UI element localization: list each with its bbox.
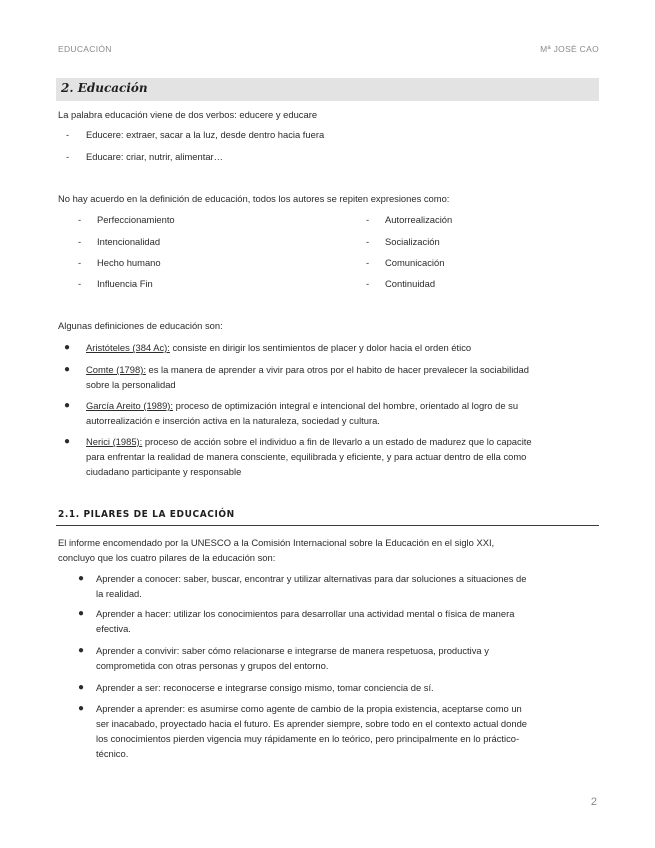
list-item: Autorrealización — [385, 214, 453, 225]
subsection-rule — [56, 525, 599, 526]
pillar-item-cont: efectiva. — [96, 623, 131, 634]
pillars-intro: concluyo que los cuatro pilares de la educación son: — [58, 552, 276, 563]
definition-author: García Areito (1989): — [86, 400, 174, 411]
running-header-right: Mª JOSÉ CAO — [540, 44, 599, 54]
definitions-heading: Algunas definiciones de educación son: — [58, 320, 223, 331]
bullet-marker: ● — [78, 703, 85, 714]
dash-marker: - — [78, 236, 82, 247]
subsection-title: 2.1. PILARES DE LA EDUCACIÓN — [58, 509, 235, 520]
section-title: 2. Educación — [61, 81, 148, 95]
list-item: Socialización — [385, 236, 440, 247]
pillar-item: Aprender a ser: reconocerse e integrarse consigo mismo, tomar conciencia de sí. — [96, 682, 434, 693]
list-item: Comunicación — [385, 257, 445, 268]
pillar-item: Aprender a hacer: utilizar los conocimientos para desarrollar una actividad mental o física de manera — [96, 608, 515, 619]
page-number: 2 — [590, 796, 597, 808]
bullet-marker: ● — [78, 682, 85, 693]
list-item: Influencia Fin — [97, 278, 153, 289]
dash-marker: - — [366, 214, 370, 225]
list-item: Hecho humano — [97, 257, 161, 268]
definition-text: proceso de acción sobre el individuo a fin de llevarlo a un estado de madurez que lo capacite — [142, 436, 532, 447]
definition-text: es la manera de aprender a vivir para otros por el habito de hacer prevalecer la sociabilidad — [145, 364, 529, 375]
definition-text-cont: ciudadano participante y responsable — [86, 466, 242, 477]
definition-item — [86, 362, 529, 377]
definition-text: consiste en dirigir los sentimientos de placer y dolor hacia el orden ético — [169, 342, 472, 353]
dash-marker: - — [66, 151, 70, 162]
definition-item — [86, 340, 471, 355]
intro-text: La palabra educación viene de dos verbos: educere y educare — [58, 109, 318, 120]
dash-marker: - — [366, 257, 370, 268]
dash-marker: - — [366, 278, 370, 289]
running-header-left: EDUCACIÓN — [58, 44, 112, 54]
section-title-bar — [56, 78, 599, 101]
definition-text-cont: para enfrentar la realidad de manera consciente, equilibrada y eficiente, y para actuar dentro de ella como — [86, 451, 527, 462]
pillar-item-cont: los conocimientos pierden vigencia muy rápidamente en lo teórico, pero principalmente en lo práctico- — [96, 733, 520, 744]
list-item: Educare: criar, nutrir, alimentar… — [86, 151, 224, 162]
list-item: Educere: extraer, sacar a la luz, desde dentro hacia fuera — [86, 129, 325, 140]
definition-author: Comte (1798): — [86, 364, 146, 375]
definition-author: Nerici (1985): — [86, 436, 143, 447]
bullet-marker: ● — [78, 645, 85, 656]
dash-marker: - — [78, 278, 82, 289]
pillar-item-cont: comprometida con otras personas y grupos del entorno. — [96, 660, 329, 671]
list-item: Continuidad — [385, 278, 436, 289]
definition-text-cont: sobre la personalidad — [86, 379, 176, 390]
pillar-item-cont: técnico. — [96, 748, 129, 759]
list-item: Intencionalidad — [97, 236, 161, 247]
definition-item — [86, 434, 532, 449]
definition-text-cont: autorrealización e inserción activa en la naturaleza, sociedad y cultura. — [86, 415, 380, 426]
pillar-item: Aprender a conocer: saber, buscar, encontrar y utilizar alternativas para dar soluciones a situaciones de — [96, 573, 527, 584]
dash-marker: - — [366, 236, 370, 247]
pillar-item: Aprender a convivir: saber cómo relacionarse e integrarse de manera respetuosa, productiva y — [96, 645, 489, 656]
dash-marker: - — [78, 214, 82, 225]
bullet-marker: ● — [64, 436, 71, 447]
dash-marker: - — [66, 129, 70, 140]
dash-marker: - — [78, 257, 82, 268]
definition-item — [86, 398, 518, 413]
pillars-intro: El informe encomendado por la UNESCO a la Comisión Internacional sobre la Educación en el siglo XXI, — [58, 537, 495, 548]
bullet-marker: ● — [78, 573, 85, 584]
bullet-marker: ● — [64, 400, 71, 411]
pillar-item: Aprender a aprender: es asumirse como agente de cambio de la propia existencia, aceptarse como un — [96, 703, 522, 714]
definition-author: Aristóteles (384 Ac): — [86, 342, 170, 353]
bullet-marker: ● — [64, 364, 71, 375]
bullet-marker: ● — [78, 608, 85, 619]
definition-text: proceso de optimización integral e intencional del hombre, orientado al logro de su — [173, 400, 519, 411]
list-item: Perfeccionamiento — [97, 214, 175, 225]
pillar-item-cont: ser inacabado, proyectado hacia el futuro. Es aprender siempre, sobre todo en el contexto actual donde — [96, 718, 528, 729]
bullet-marker: ● — [64, 342, 71, 353]
pillar-item-cont: la realidad. — [96, 588, 142, 599]
agreement-text: No hay acuerdo en la definición de educación, todos los autores se repiten expresiones como: — [58, 193, 450, 204]
